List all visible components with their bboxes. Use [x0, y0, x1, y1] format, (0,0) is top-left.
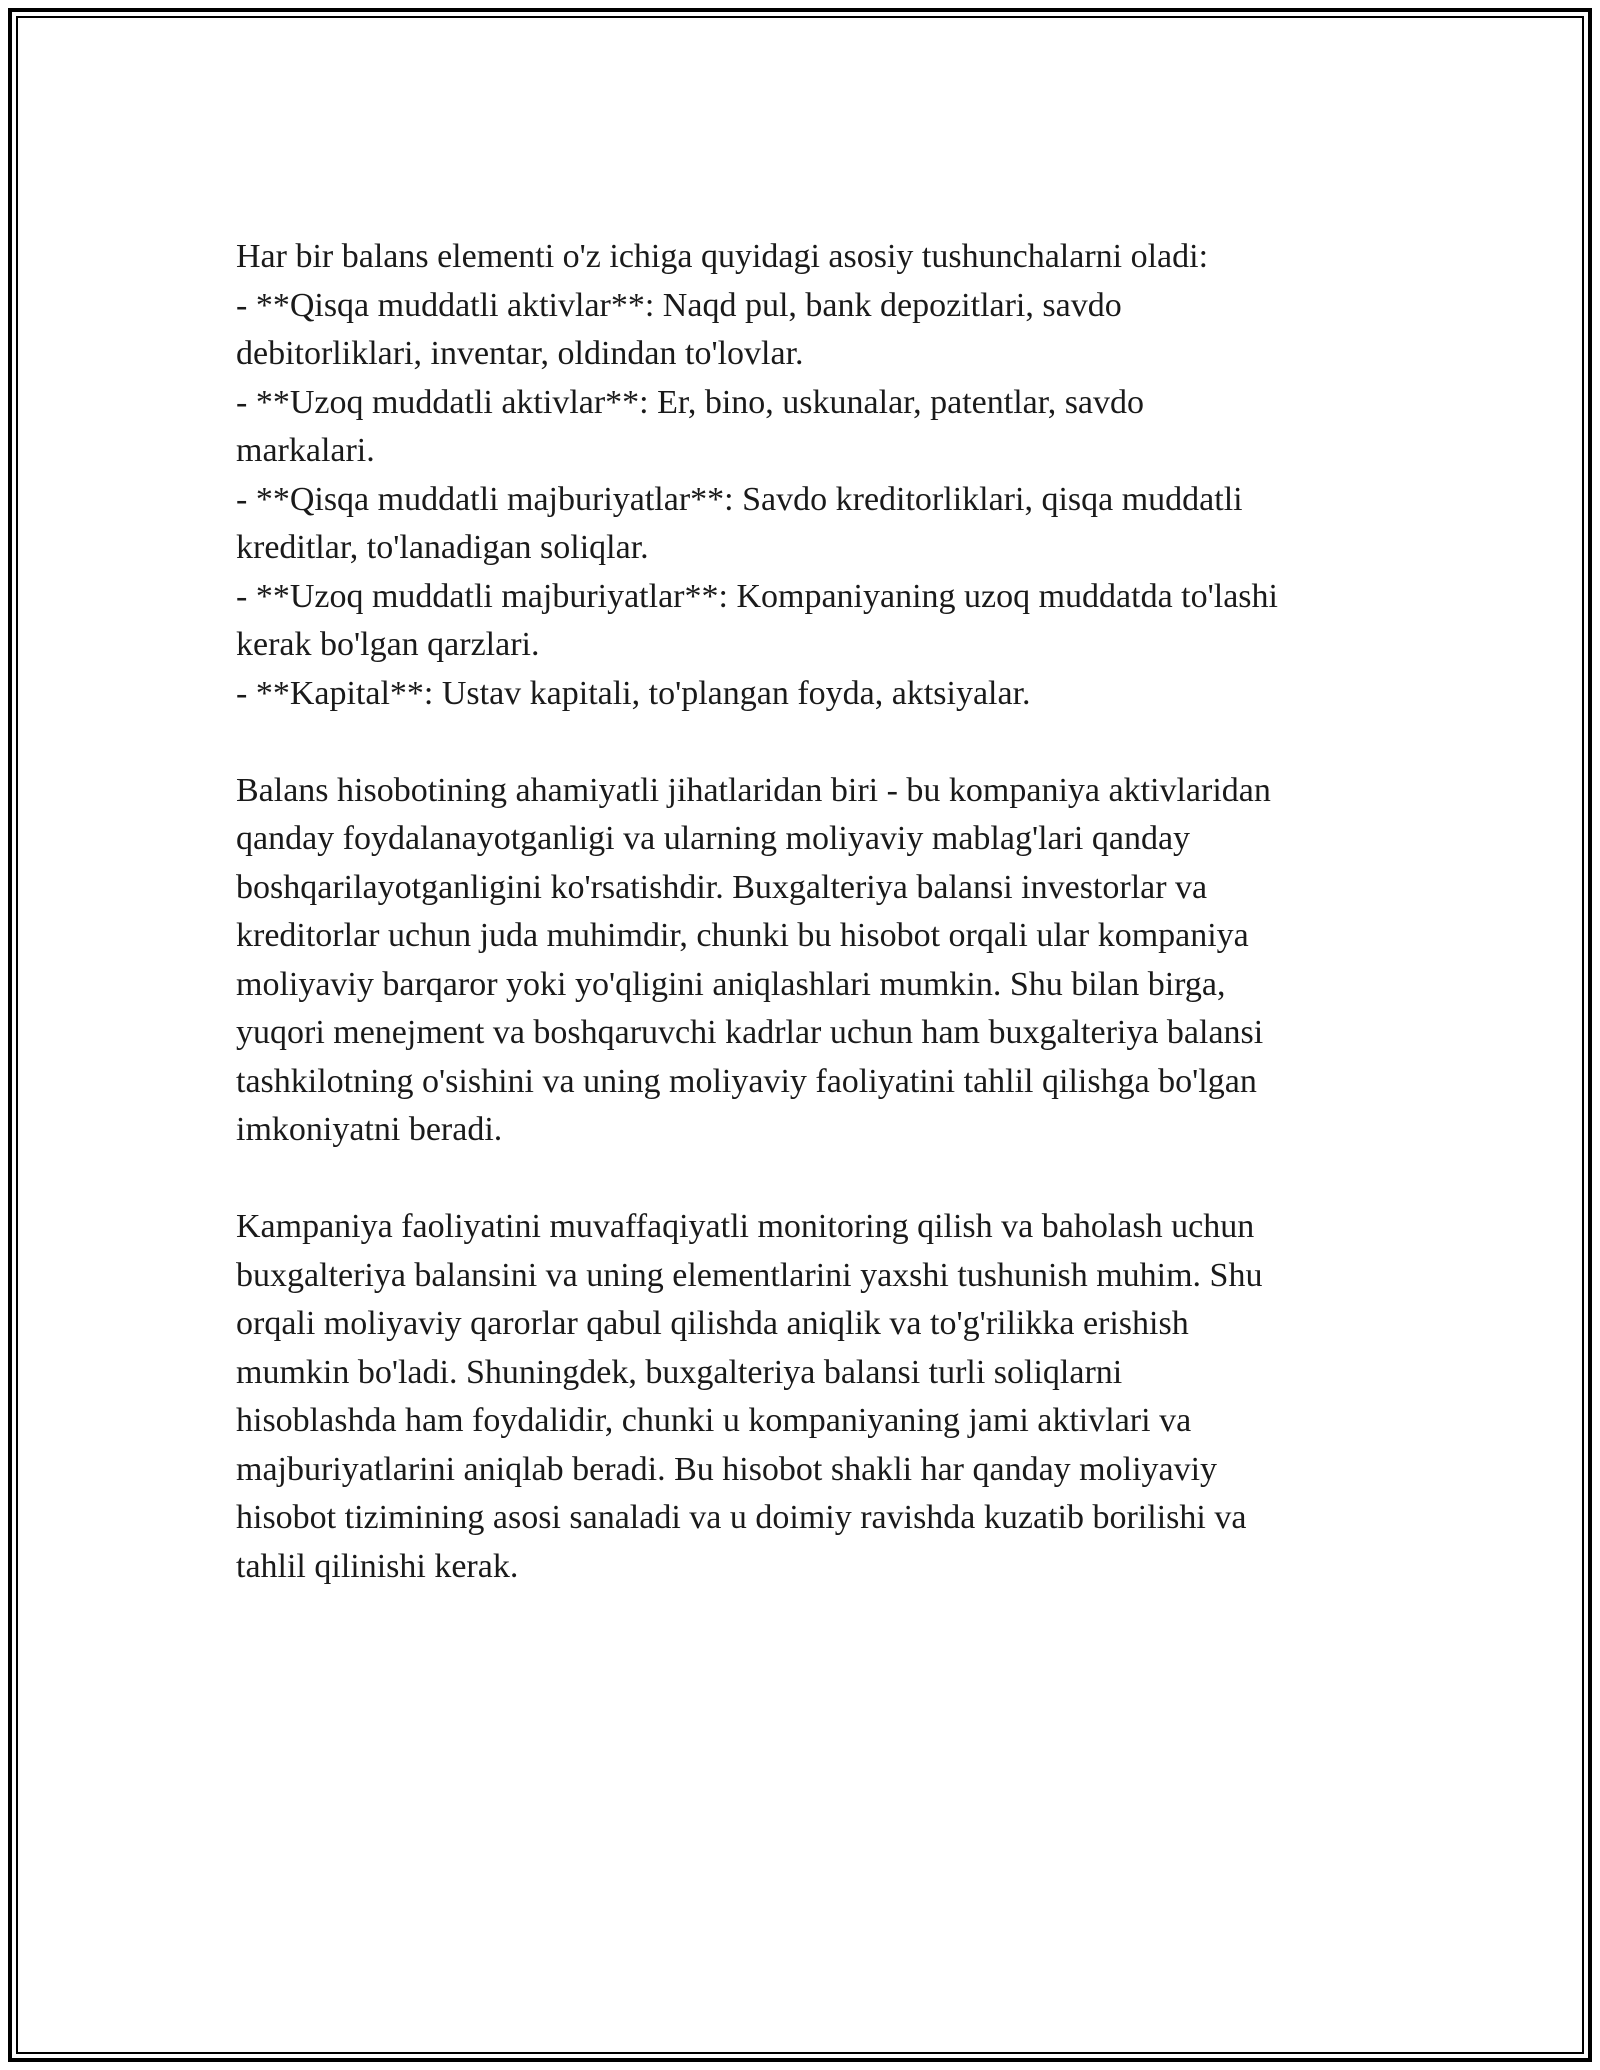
text-line: kreditorlar uchun juda muhimdir, chunki bu hisobot orqali ular kompaniya: [236, 917, 1249, 954]
document-body: [236, 233, 1386, 1591]
text-line: - **Qisqa muddatli aktivlar**: Naqd pul, bank depozitlari, savdo: [236, 286, 1122, 324]
text-line: imkoniyatni beradi.: [236, 1111, 503, 1148]
paragraph-spacer: [236, 718, 1386, 767]
text-line: markalari.: [236, 432, 375, 469]
text-line: debitorliklari, inventar, oldindan to'lovlar.: [236, 335, 804, 372]
text-line: mumkin bo'ladi. Shuningdek, buxgalteriya balansi turli soliqlarni: [236, 1353, 1123, 1391]
intro-list: [236, 233, 1386, 718]
text-line: - **Qisqa muddatli majburiyatlar**: Savdo kreditorliklari, qisqa muddatli: [236, 480, 1243, 518]
text-line: - **Uzoq muddatli aktivlar**: Er, bino, uskunalar, patentlar, savdo: [236, 383, 1145, 421]
text-line: orqali moliyaviy qarorlar qabul qilishda aniqlik va to'g'rilikka erishish: [236, 1305, 1189, 1342]
text-line: kreditlar, to'lanadigan soliqlar.: [236, 529, 649, 566]
text-line: hisobot tizimining asosi sanaladi va u doimiy ravishda kuzatib borilishi va: [236, 1499, 1247, 1536]
text-line: kerak bo'lgan qarzlari.: [236, 626, 540, 663]
text-line: - **Kapital**: Ustav kapitali, to'plangan foyda, aktsiyalar.: [236, 674, 1031, 712]
text-line: buxgalteriya balansini va uning elementlarini yaxshi tushunish muhim. Shu: [236, 1256, 1263, 1294]
text-line: - **Uzoq muddatli majburiyatlar**: Kompaniyaning uzoq muddatda to'lashi: [236, 577, 1278, 615]
paragraph-2: [236, 767, 1386, 1155]
text-line: yuqori menejment va boshqaruvchi kadrlar uchun ham buxgalteriya balansi: [236, 1014, 1264, 1051]
text-line: Balans hisobotining ahamiyatli jihatlaridan biri - bu kompaniya aktivlaridan: [236, 771, 1271, 809]
text-line: tahlil qilinishi kerak.: [236, 1547, 519, 1585]
text-line: Har bir balans elementi o'z ichiga quyidagi asosiy tushunchalarni oladi:: [236, 238, 1209, 275]
text-line: qanday foydalanayotganligi va ularning moliyaviy mablag'lari qanday: [236, 820, 1191, 857]
text-line: Kampaniya faoliyatini muvaffaqiyatli monitoring qilish va baholash uchun: [236, 1208, 1255, 1245]
text-line: tashkilotning o'sishini va uning moliyaviy faoliyatini tahlil qilishga bo'lgan: [236, 1062, 1257, 1100]
text-line: majburiyatlarini aniqlab beradi. Bu hisobot shakli har qanday moliyaviy: [236, 1450, 1218, 1488]
text-line: hisoblashda ham foydalidir, chunki u kompaniyaning jami aktivlari va: [236, 1402, 1192, 1439]
paragraph-spacer: [236, 1155, 1386, 1204]
text-line: boshqarilayotganligini ko'rsatishdir. Buxgalteriya balansi investorlar va: [236, 868, 1208, 906]
paragraph-3: [236, 1203, 1386, 1591]
text-line: moliyaviy barqaror yoki yo'qligini aniqlashlari mumkin. Shu bilan birga,: [236, 965, 1226, 1003]
